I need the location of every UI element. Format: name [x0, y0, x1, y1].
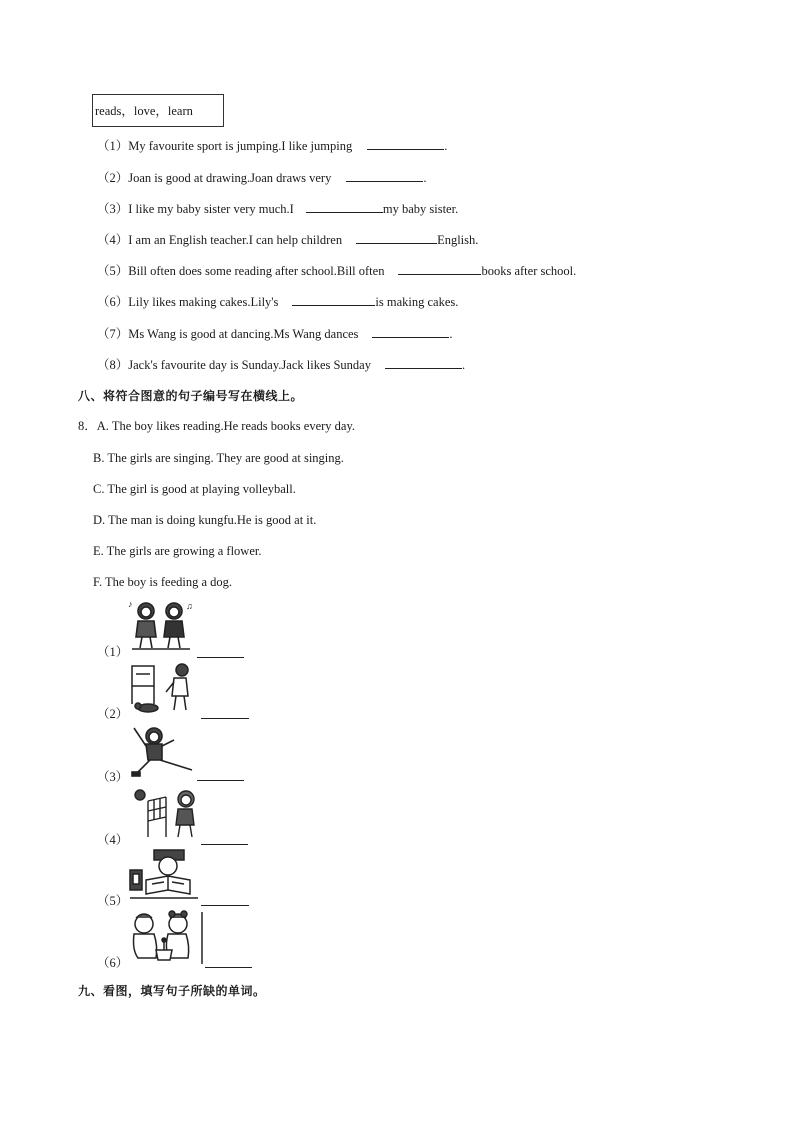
fill-item-4 [97, 231, 478, 248]
question-number: 8． [78, 419, 97, 433]
item-number: （6） [97, 295, 129, 309]
girls-growing-flower-icon [128, 910, 206, 964]
item-text-after: . [461, 358, 466, 372]
fill-item-1 [97, 137, 447, 154]
word-box: reads，love，learn [92, 94, 224, 127]
answer-blank[interactable] [367, 137, 444, 150]
section-heading-9: 九、看图，填写句子所缺的单词。 [78, 984, 266, 998]
item-text-after: my baby sister. [382, 202, 459, 216]
answer-blank[interactable] [292, 293, 375, 306]
item-number: （4） [97, 233, 129, 247]
fill-item-3 [97, 200, 458, 217]
fill-item-6 [97, 293, 458, 310]
answer-blank[interactable] [197, 768, 244, 781]
option-e: E. The girls are growing a flower. [93, 544, 262, 558]
answer-blank[interactable] [385, 356, 462, 369]
answer-blank[interactable] [346, 169, 423, 182]
option-f: F. The boy is feeding a dog. [93, 575, 233, 589]
item-text: Ms Wang is good at dancing.Ms Wang dances [128, 327, 359, 341]
answer-blank[interactable] [205, 955, 252, 968]
answer-blank[interactable] [356, 231, 437, 244]
item-number: （1） [97, 139, 129, 153]
item-text-after: books after school. [481, 264, 577, 278]
svg-text:♫: ♫ [186, 601, 193, 611]
picture-number: （6） [97, 956, 129, 970]
singing-children-icon [128, 597, 194, 651]
picture-number: （5） [97, 894, 129, 908]
option-b: B. The girls are singing. They are good at singing. [93, 451, 344, 465]
fill-item-8 [97, 356, 465, 373]
item-text-after: English. [437, 233, 479, 247]
item-text-after: is making cakes. [375, 295, 459, 309]
answer-blank[interactable] [372, 325, 449, 338]
man-kungfu-icon [128, 722, 196, 780]
item-text-after: . [423, 171, 427, 185]
picture-number: （2） [97, 707, 129, 721]
fill-item-5 [97, 262, 576, 279]
fill-item-7 [97, 325, 453, 342]
item-text: I like my baby sister very much.I [128, 202, 294, 216]
item-text-after: . [449, 327, 453, 341]
answer-blank[interactable] [201, 893, 249, 906]
option-c: C. The girl is good at playing volleyball. [93, 482, 296, 496]
svg-text:♪: ♪ [128, 599, 133, 609]
answer-blank[interactable] [201, 832, 248, 845]
section-heading-8: 八、将符合图意的句子编号写在横线上。 [78, 389, 304, 403]
boy-reading-icon [128, 848, 200, 902]
item-text: I am an English teacher.I can help children [128, 233, 343, 247]
girl-volleyball-icon [128, 785, 200, 841]
item-text: Bill often does some reading after school.Bill often [128, 264, 385, 278]
picture-number: （4） [97, 833, 129, 847]
item-text: Joan is good at drawing.Joan draws very [128, 171, 332, 185]
answer-blank[interactable] [201, 706, 249, 719]
answer-blank[interactable] [197, 645, 244, 658]
item-number: （8） [97, 358, 129, 372]
item-number: （3） [97, 202, 129, 216]
picture-number: （1） [97, 645, 129, 659]
picture-number: （3） [97, 770, 129, 784]
item-text-after: . [444, 139, 448, 153]
boy-feeding-dog-icon [128, 660, 200, 714]
item-number: （7） [97, 327, 129, 341]
answer-blank[interactable] [398, 262, 481, 275]
option-text: A. The boy likes reading.He reads books every day. [96, 419, 356, 433]
item-text: Jack's favourite day is Sunday.Jack likes Sunday [128, 358, 371, 372]
item-number: （5） [97, 264, 129, 278]
fill-item-2 [97, 169, 426, 186]
option-a [78, 418, 355, 434]
item-text: My favourite sport is jumping.I like jumping [128, 139, 353, 153]
option-d: D. The man is doing kungfu.He is good at it. [93, 513, 317, 527]
item-number: （2） [97, 171, 129, 185]
item-text: Lily likes making cakes.Lily's [128, 295, 279, 309]
answer-blank[interactable] [306, 200, 383, 213]
